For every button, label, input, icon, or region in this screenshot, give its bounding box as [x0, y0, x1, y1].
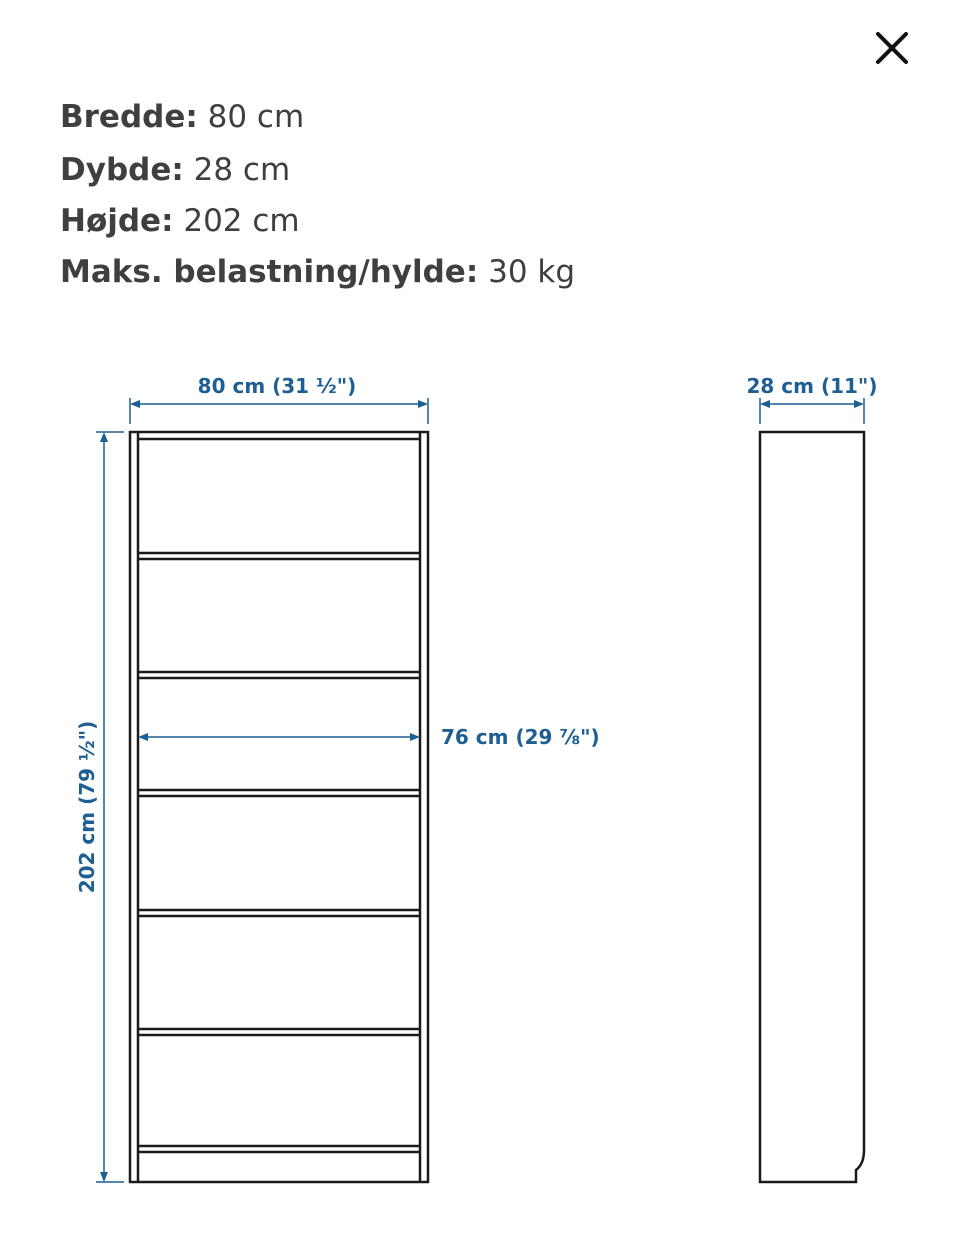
inner-width-dimension [138, 733, 420, 741]
spec-depth-value: 28 cm [193, 152, 291, 188]
width-dimension-label: 80 cm (31 ½") [197, 374, 357, 398]
width-dimension [130, 398, 428, 424]
depth-dimension-label: 28 cm (11") [746, 374, 878, 398]
bookcase-side-view [760, 432, 864, 1182]
bookcase-front-view [130, 432, 428, 1182]
spec-height-label: Højde: [60, 203, 174, 239]
spec-depth-label: Dybde: [60, 152, 184, 188]
spec-width-value: 80 cm [207, 99, 305, 135]
shelf-4 [138, 910, 420, 916]
spec-max-load-value: 30 kg [488, 254, 576, 290]
side-profile-outline [760, 432, 864, 1182]
height-dimension [96, 432, 124, 1182]
shelf-5 [138, 1029, 420, 1035]
shelf-1 [138, 553, 420, 559]
bottom-shelf [138, 1146, 420, 1152]
spec-max-load-label: Maks. belastning/hylde: [60, 254, 479, 290]
shelf-2 [138, 672, 420, 678]
spec-height-value: 202 cm [183, 203, 300, 239]
height-dimension-label: 202 cm (79 ½") [75, 720, 99, 894]
inner-width-dimension-label: 76 cm (29 ⅞") [441, 725, 600, 749]
shelf-3 [138, 790, 420, 796]
spec-width-label: Bredde: [60, 99, 198, 135]
depth-dimension [760, 398, 864, 424]
bookcase-outline [130, 432, 428, 1182]
